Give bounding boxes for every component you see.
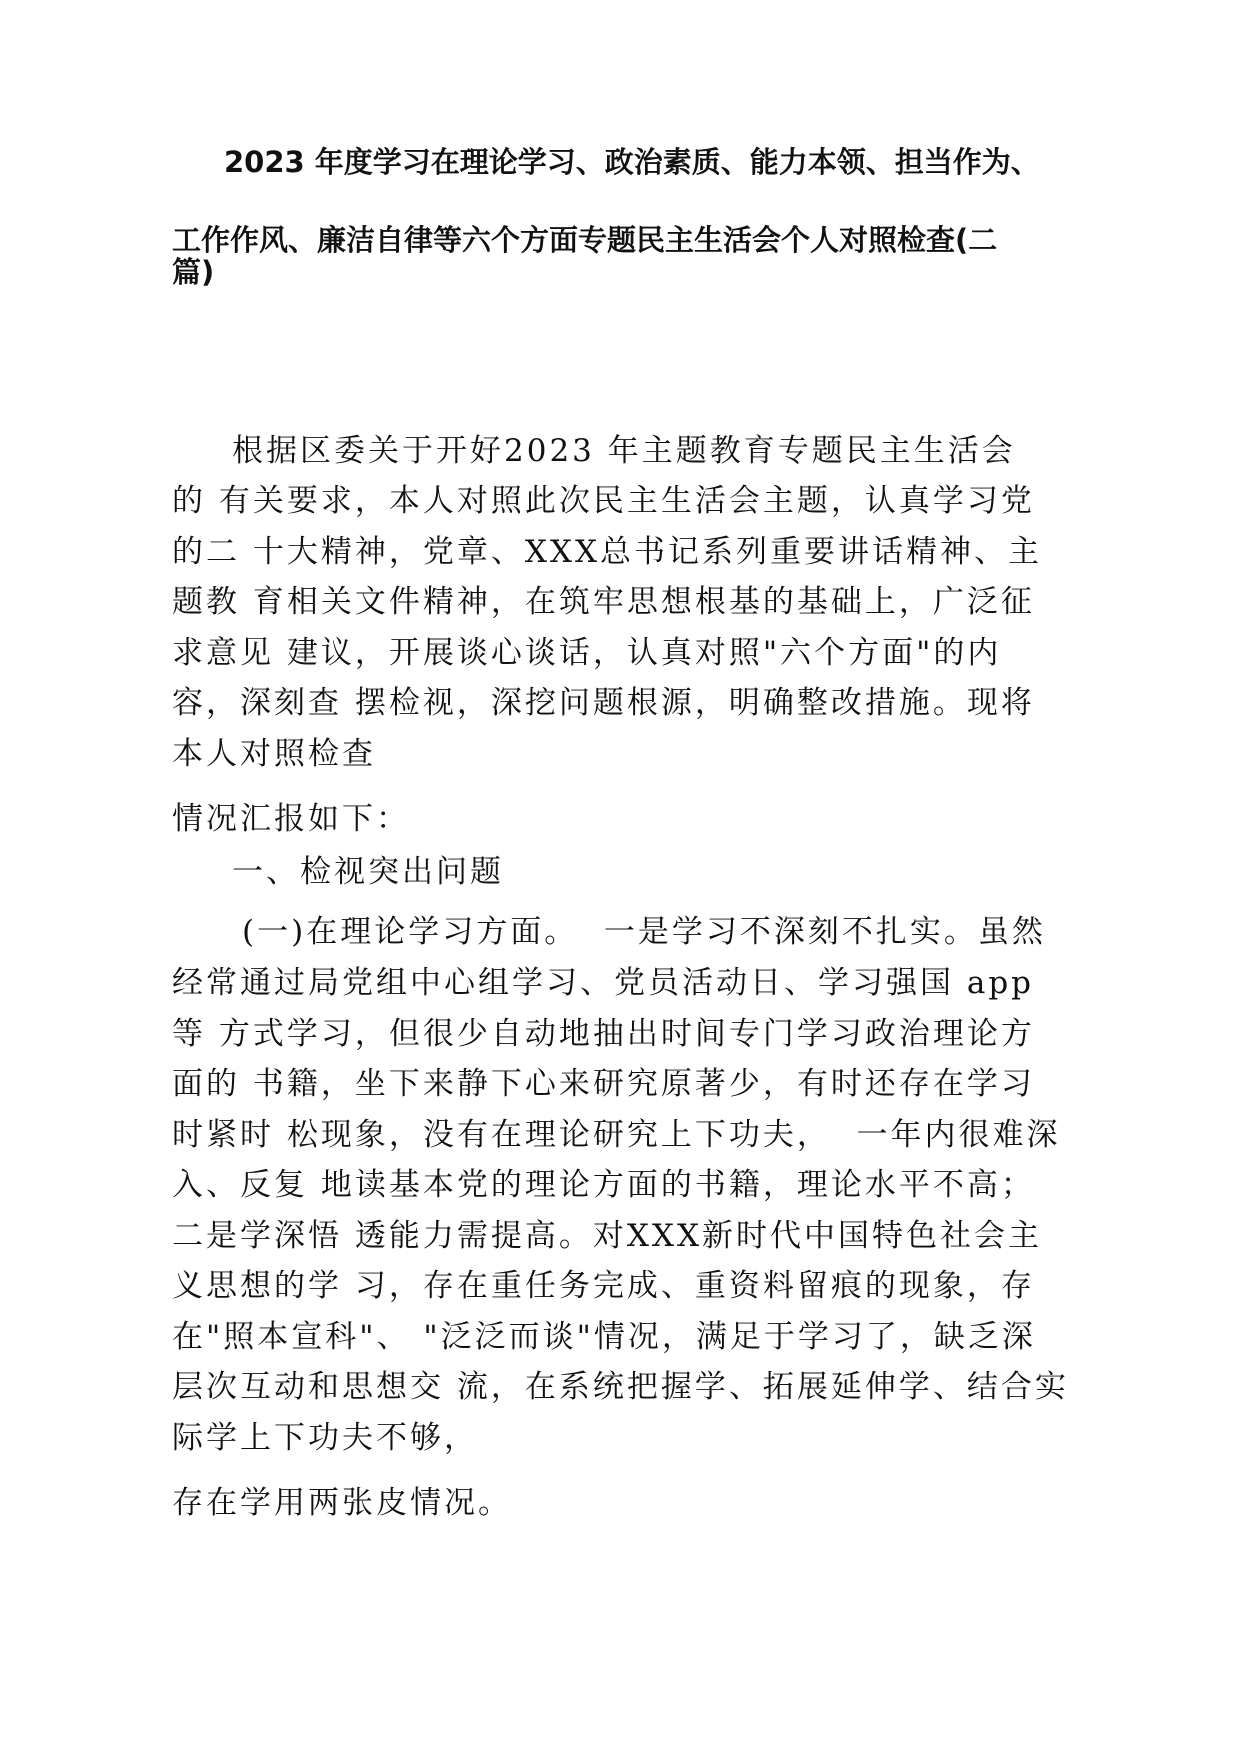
paragraph-line: 情况汇报如下： <box>172 801 410 837</box>
title-line-3: 篇) <box>172 255 215 289</box>
paragraph-line: 入、反复 地读基本党的理论方面的书籍，理论水平不高； <box>172 1167 1035 1203</box>
paragraph-line: 的 有关要求，本人对照此次民主生活会主题，认真学习党 <box>172 483 1035 519</box>
paragraph-line: 根据区委关于开好2023 年主题教育专题民主生活会 <box>232 433 1016 469</box>
paragraph-line: 经常通过局党组中心组学习、党员活动日、学习强国 app <box>172 965 1035 1001</box>
paragraph-line: 层次互动和思想交 流，在系统把握学、拓展延伸学、结合实 <box>172 1369 1069 1405</box>
paragraph-line: 时紧时 松现象，没有在理论研究上下功夫， 一年内很难深 <box>172 1117 1061 1153</box>
paragraph-line: 等 方式学习，但很少自动地抽出时间专门学习政治理论方 <box>172 1016 1035 1052</box>
paragraph-line: 在"照本宣科"、 "泛泛而谈"情况，满足于学习了，缺乏深 <box>172 1319 1036 1355</box>
paragraph-line: 面的 书籍，坐下来静下心来研究原著少，有时还存在学习 <box>172 1066 1035 1102</box>
section-heading: 一、检视突出问题 <box>232 854 504 890</box>
title-line-1: 2023 年度学习在理论学习、政治素质、能力本领、担当作为、 <box>224 145 1040 179</box>
paragraph-line: 义思想的学 习，存在重任务完成、重资料留痕的现象，存 <box>172 1268 1035 1304</box>
paragraph-line: 二是学深悟 透能力需提高。对XXX新时代中国特色社会主 <box>172 1218 1043 1254</box>
paragraph-line: 的二 十大精神，党章、XXX总书记系列重要讲话精神、主 <box>172 534 1043 570</box>
paragraph-line: 本人对照检查 <box>172 736 376 772</box>
title-line-2: 工作作风、廉洁自律等六个方面专题民主生活会个人对照检查(二 <box>172 223 998 257</box>
paragraph-line: 存在学用两张皮情况。 <box>172 1485 512 1521</box>
paragraph-line: 求意见 建议，开展谈心谈话，认真对照"六个方面"的内 <box>172 635 1002 671</box>
paragraph-line: 题教 育相关文件精神，在筑牢思想根基的基础上，广泛征 <box>172 584 1035 620</box>
paragraph-line: 容，深刻查 摆检视，深挖问题根源，明确整改措施。现将 <box>172 685 1035 721</box>
paragraph-line: (一)在理论学习方面。 一是学习不深刻不扎实。虽然 <box>242 914 1046 950</box>
paragraph-line: 际学上下功夫不够， <box>172 1420 478 1456</box>
